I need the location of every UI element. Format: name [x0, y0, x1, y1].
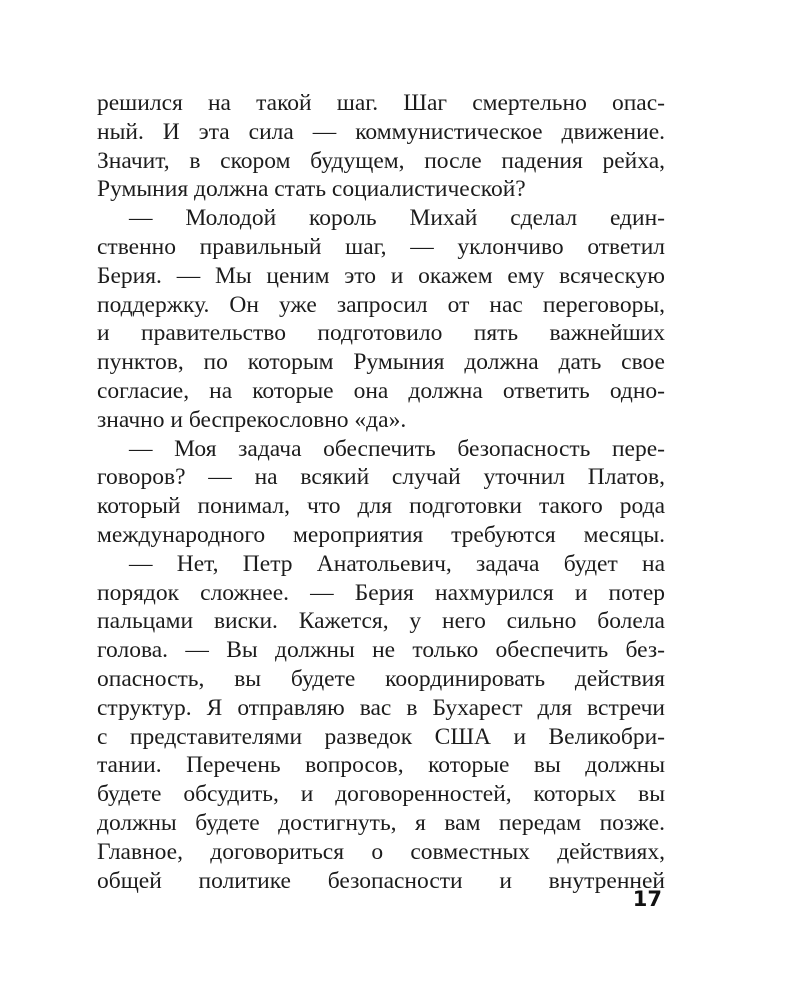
text-line: и правительство подготовило пять важнейших [97, 320, 665, 347]
text-line: Значит, в скором будущем, после падения рейха, [97, 147, 665, 174]
text-line: решился на такой шаг. Шаг смертельно опас- [97, 90, 665, 116]
text-line: опасность, вы будете координировать действия [97, 665, 665, 692]
text-line: поддержку. Он уже запросил от нас переговоры, [97, 291, 665, 318]
text-line: говоров? — на всякий случай уточнил Платов, [97, 464, 665, 491]
text-line: пунктов, по которым Румыния должна дать свое [97, 349, 665, 376]
text-line: общей политике безопасности и внутренней [97, 867, 665, 894]
text-line: голова. — Вы должны не только обеспечить без- [97, 637, 665, 664]
text-line: который понимал, что для подготовки такого рода [97, 493, 665, 520]
text-line: пальцами виски. Кажется, у него сильно болела [97, 608, 665, 635]
text-line: — Молодой король Михай сделал един- [129, 205, 665, 232]
text-line: — Нет, Петр Анатольевич, задача будет на [129, 550, 665, 577]
text-line: — Моя задача обеспечить безопасность пере- [129, 435, 665, 462]
text-line: с представителями разведок США и Великобри- [97, 723, 665, 750]
text-line: Главное, договориться о совместных действиях, [97, 838, 665, 865]
text-line: значно и беспрекословно «да». [97, 406, 407, 433]
text-line: Берия. — Мы ценим это и окажем ему всяческую [97, 262, 665, 289]
text-line: Румыния должна стать социалистической? [97, 176, 526, 203]
text-line: будете обсудить, и договоренностей, которых вы [97, 781, 665, 808]
page-number: 17 [632, 887, 662, 911]
text-line: должны будете достигнуть, я вам передам позже. [97, 809, 665, 836]
body-text [97, 89, 665, 895]
text-line: ный. И эта сила — коммунистическое движение. [97, 118, 665, 145]
text-line: структур. Я отправляю вас в Бухарест для встречи [97, 694, 665, 721]
text-line: порядок сложнее. — Берия нахмурился и потер [97, 579, 665, 606]
text-line: тании. Перечень вопросов, которые вы должны [97, 752, 665, 779]
text-line: международного мероприятия требуются месяцы. [97, 521, 665, 548]
text-line: ственно правильный шаг, — уклончиво ответил [97, 233, 665, 260]
text-line: согласие, на которые она должна ответить одно- [97, 377, 665, 404]
